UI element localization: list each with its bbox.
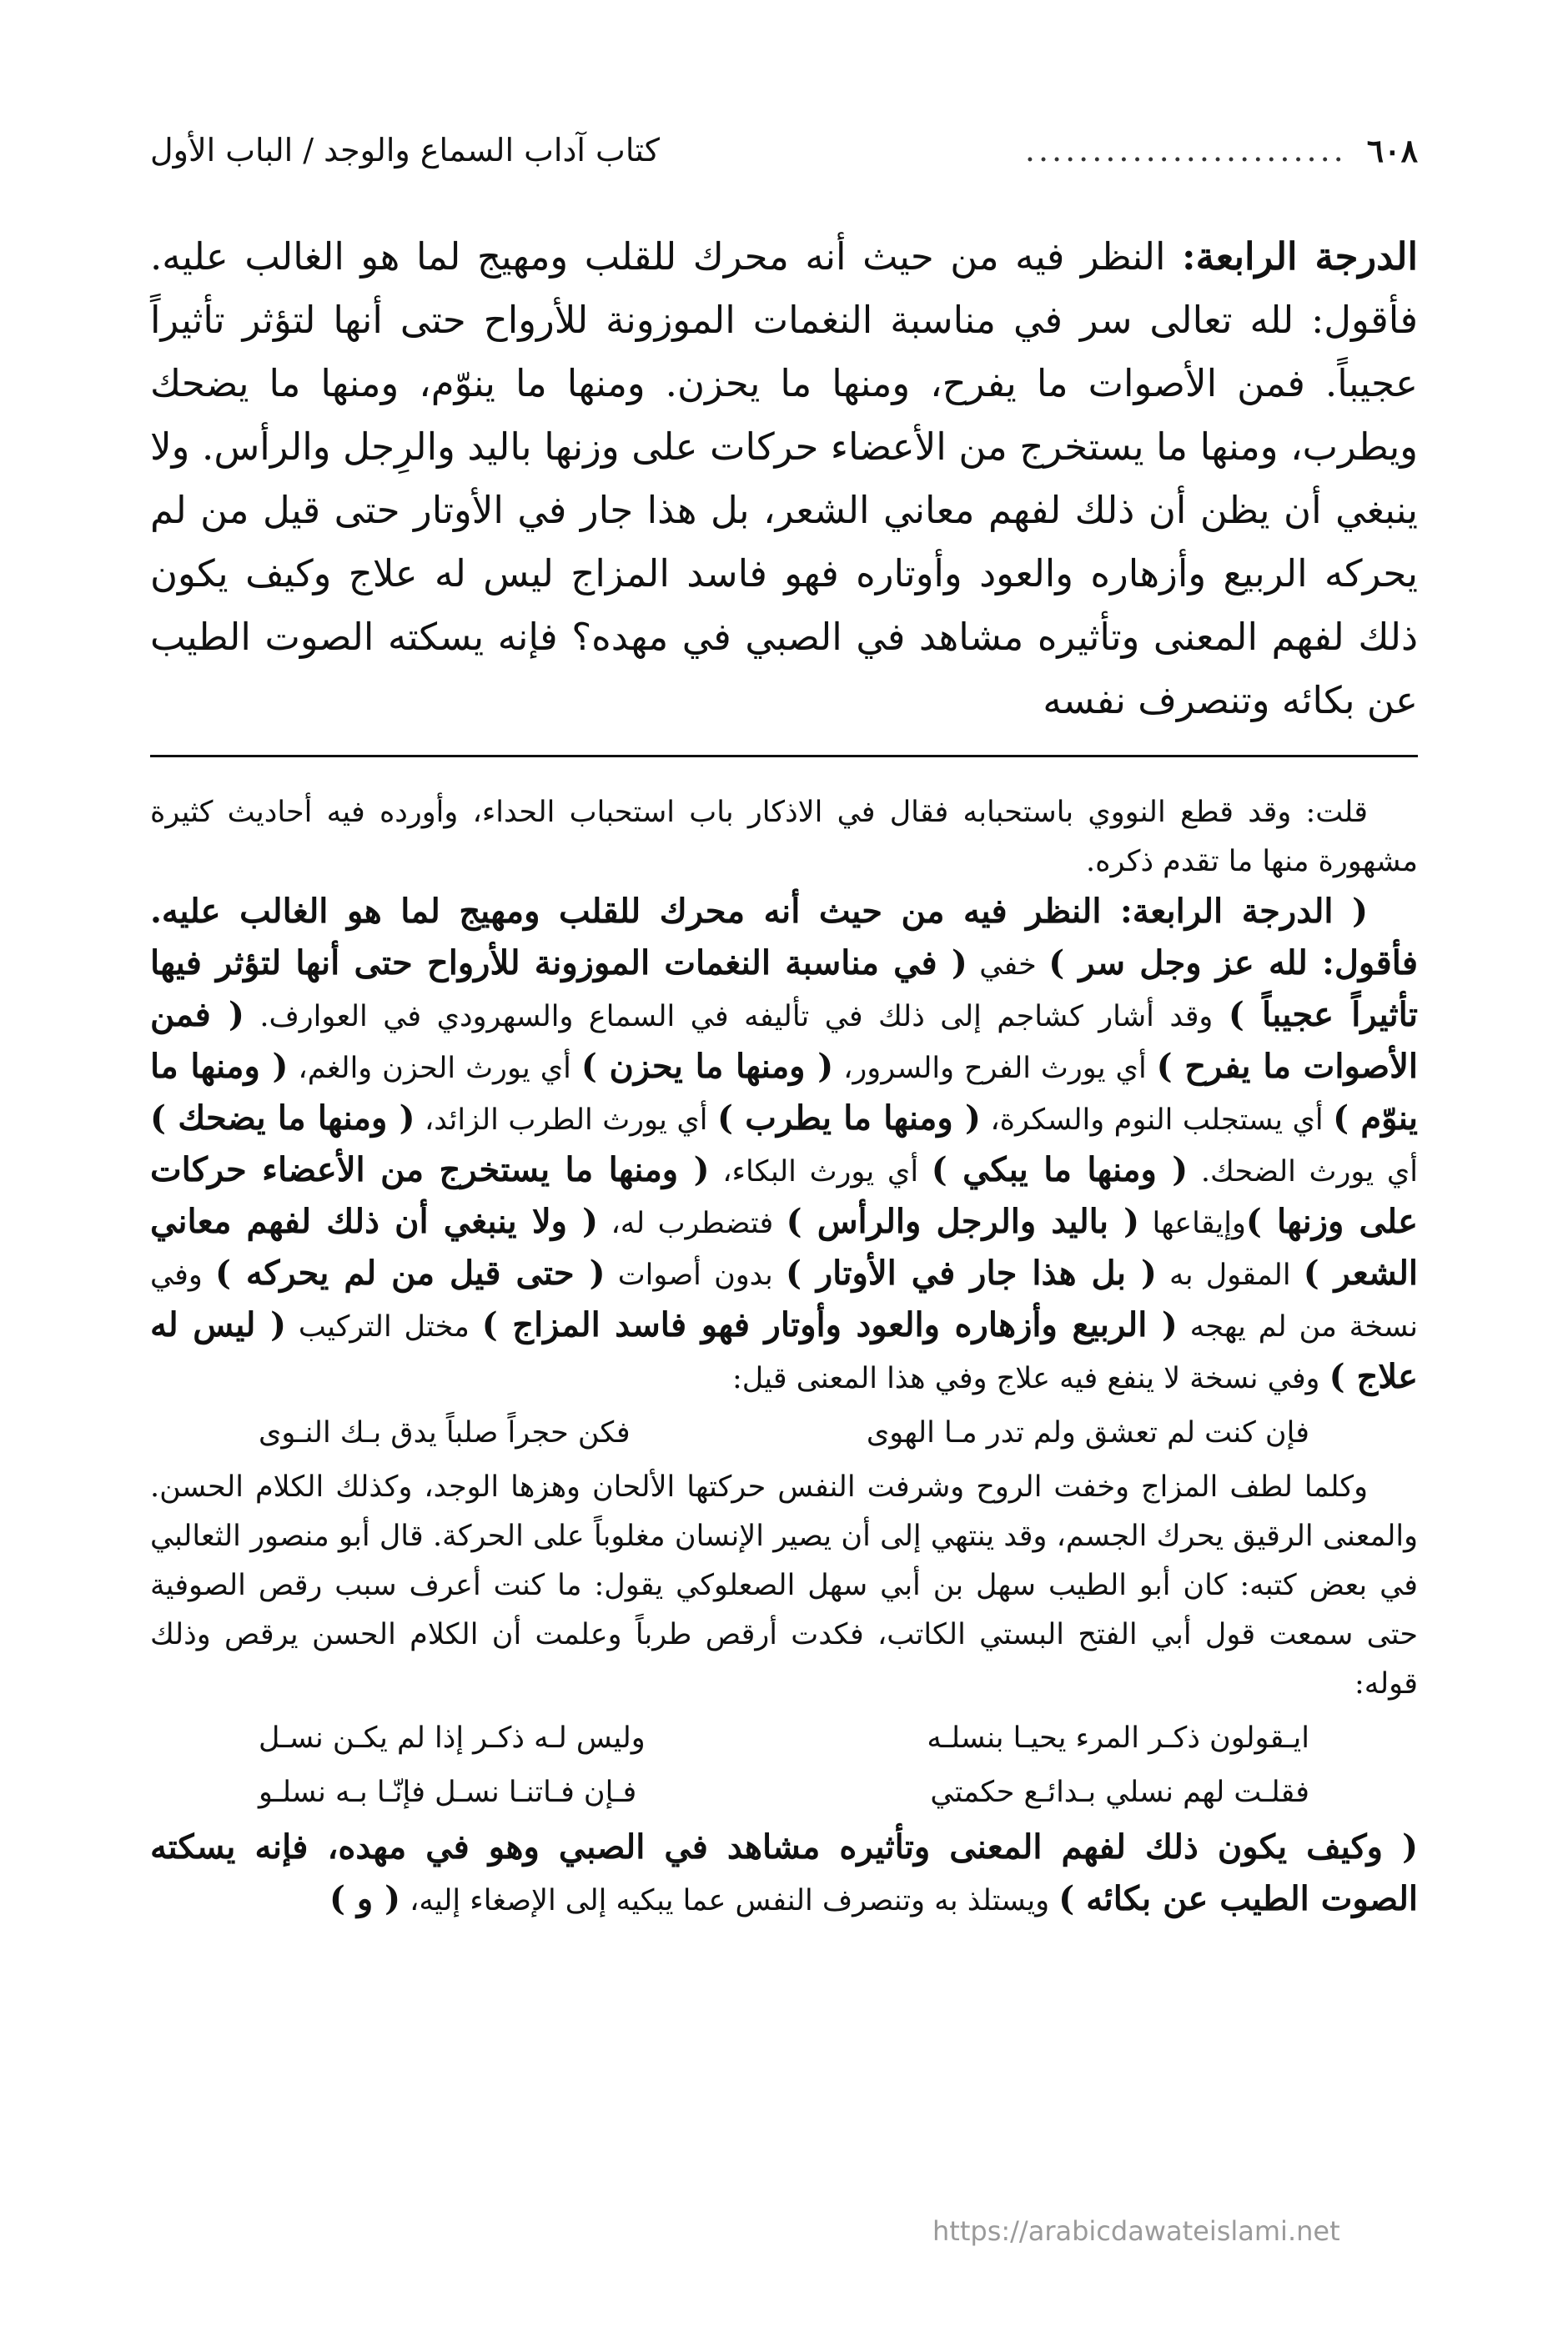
gloss-text: أي يورث الضحك.: [1188, 1155, 1418, 1189]
gloss-text: أي يورث الطرب الزائد،: [415, 1103, 718, 1137]
page-header: [150, 125, 1418, 175]
gloss-text: بدون أصوات: [605, 1259, 786, 1292]
footnote-divider: [150, 755, 1418, 757]
quoted-text: ( ومنها ما يطرب ): [717, 1098, 981, 1138]
commentary-paragraph-4: [150, 1822, 1418, 1926]
quoted-text: ( حتى قيل من لم يحركه ): [214, 1254, 606, 1293]
commentary-section: [150, 788, 1418, 1926]
gloss-text: المقول به: [1156, 1259, 1304, 1292]
gloss-text: أي يورث الفرح والسرور،: [833, 1052, 1157, 1085]
gloss-text: أي يورث البكاء،: [709, 1155, 932, 1189]
quoted-text: ( ومنها ما يضحك ): [150, 1098, 415, 1138]
quoted-text: ( ومنها ما يبكي ): [931, 1150, 1189, 1189]
quoted-text: ( ومنها ما يستخرج من الأعضاء حركات على وزنها ): [150, 1150, 1418, 1241]
quoted-text: ( و ): [329, 1879, 400, 1918]
commentary-paragraph-3: وكلما لطف المزاج وخفت الروح وشرفت النفس حركتها الألحان وهزها الوجد، وكذلك الكلام الحسن. والمعنى الرقيق يحرك الجسم، وقد ينتهي إلى أن يصير الإنسان مغلوباً على الحركة. قال أبو منصور الثعالبي في بعض كتبه: كان أبو الطيب سهل بن أبي سهل الصعلوكي يقول: ما كنت أعرف سبب رقص الصوفية حتى سمعت قول أبي الفتح البستي الكاتب، فكدت أرقص طرباً وعلمت أن الكلام الحسن يرقص وذلك قوله:: [150, 1470, 1418, 1701]
gloss-text: فتضطرب له،: [598, 1207, 787, 1240]
gloss-text: وقد أشار كشاجم إلى ذلك في تأليفه في السماع والسهرودي في العوارف.: [244, 1000, 1229, 1033]
gloss-text: أي يستجلب النوم والسكرة،: [980, 1103, 1334, 1137]
gloss-text: وفي نسخة من لم يهجه: [150, 1259, 1418, 1344]
main-paragraph: [150, 225, 1418, 732]
commentary-paragraph-1: قلت: وقد قطع النووي باستحبابه فقال في الاذكار باب استحباب الحداء، وأورده فيه أحاديث كثيرة مشهورة منها ما تقدم ذكره.: [150, 796, 1418, 878]
verse-hemistich-first: فقلـت لهم نسلي بـدائـع حكمتي: [930, 1776, 1309, 1809]
quoted-text: ( ومنها ما ينوّم ): [150, 1047, 1418, 1138]
header-dots: ........................: [1024, 132, 1347, 168]
quoted-text: ( ليس له علاج ): [150, 1305, 1418, 1396]
verse-hemistich-first: فإن كنت لم تعشق ولم تدر مـا الهوى: [866, 1416, 1309, 1450]
watermark-url: https://arabicdawateislami.net: [932, 2215, 1340, 2247]
quoted-text: ( وكيف يكون ذلك لفهم المعنى وتأثيره مشاهد في الصبي وهو في مهده، فإنه يسكته الصوت الطيب عن بكائه ): [150, 1827, 1418, 1918]
quoted-text: ( في مناسبة النغمات الموزونة للأرواح حتى أنها لتؤثر فيها تأثيراً عجيباً ): [150, 943, 1418, 1034]
gloss-text: أي يورث الحزن والغم،: [288, 1052, 581, 1085]
gloss-text: وإيقاعها: [1139, 1207, 1246, 1240]
verse-hemistich-second: فـإن فـاتنـا نسـل فإنّـا بـه نسلـو: [259, 1776, 637, 1809]
running-title: كتاب آداب السماع والوجد / الباب الأول: [150, 132, 660, 168]
commentary-paragraph-2: [150, 887, 1418, 1404]
gloss-text: وفي نسخة لا ينفع فيه علاج وفي هذا المعنى قيل:: [732, 1362, 1329, 1395]
verse-line-3: [150, 1768, 1418, 1817]
quoted-text: ( ولا ينبغي أن ذلك لفهم معاني الشعر ): [150, 1202, 1419, 1293]
page-number: ٦٠٨: [1366, 131, 1418, 169]
quoted-text: ( باليد والرجل والرأس ): [786, 1202, 1140, 1241]
verse-hemistich-second: فكن حجراً صلباً يدق بـك النـوى: [259, 1416, 631, 1450]
verse-hemistich-first: ايـقولون ذكـر المرء يحيـا بنسلـه: [927, 1721, 1309, 1755]
quoted-text: ( الربيع وأزهاره والعود وأوتار فهو فاسد المزاج ): [481, 1305, 1178, 1344]
quoted-text: ( بل هذا جار في الأوتار ): [785, 1254, 1157, 1293]
verse-hemistich-second: وليس لـه ذكـر إذا لم يكـن نسـل: [259, 1721, 646, 1755]
gloss-text: ويستلذ به وتنصرف النفس عما يبكيه إلى الإصغاء إليه،: [400, 1884, 1059, 1917]
main-body: النظر فيه من حيث أنه محرك للقلب ومهيج لما هو الغالب عليه. فأقول: لله تعالى سر في مناسبة النغمات الموزونة للأرواح حتى أنها لتؤثر تأثيراً عجيباً. فمن الأصوات ما يفرح، ومنها ما يحزن. ومنها ما ينوّم، ومنها ما يضحك ويطرب، ومنها ما يستخرج من الأعضاء حركات على وزنها باليد والرِجل والرأس. ولا ينبغي أن يظن أن ذلك لفهم معاني الشعر، بل هذا جار في الأوتار حتى قيل من لم يحركه الربيع وأزهاره والعود وأوتاره فهو فاسد المزاج ليس له علاج وكيف يكون ذلك لفهم المعنى وتأثيره مشاهد في الصبي في مهده؟ فإنه يسكته الصوت الطيب عن بكائه وتنصرف نفسه: [150, 234, 1418, 722]
main-lead: الدرجة الرابعة:: [1182, 234, 1418, 279]
quoted-text: ( الدرجة الرابعة: النظر فيه من حيث أنه محرك للقلب ومهيج لما هو الغالب عليه. فأقول: لله عز وجل سر ): [150, 892, 1418, 983]
verse-line-1: [150, 1409, 1418, 1458]
gloss-text: خفي: [967, 948, 1049, 982]
quoted-text: ( فمن الأصوات ما يفرح ): [150, 995, 1419, 1086]
main-text: [150, 225, 1418, 732]
gloss-text: مختل التركيب: [286, 1310, 482, 1344]
quoted-text: ( ومنها ما يحزن ): [580, 1047, 834, 1086]
verse-line-2: [150, 1714, 1418, 1763]
